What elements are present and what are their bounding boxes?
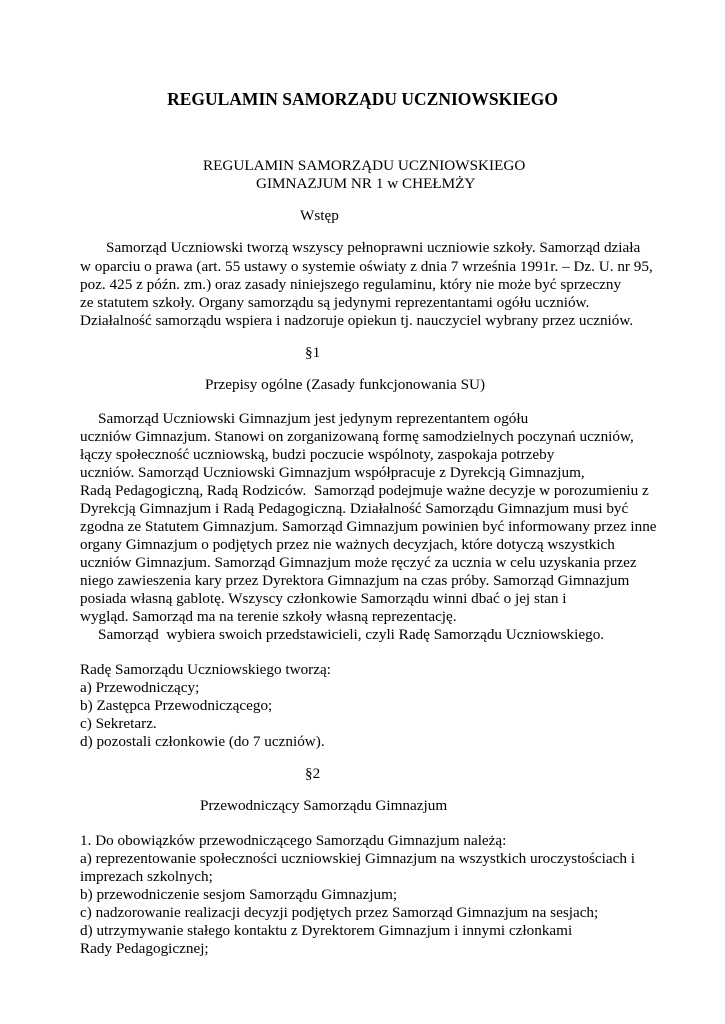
section-1-title: Przepisy ogólne (Zasady funkcjonowania SU) (205, 376, 486, 393)
section-2-line: d) utrzymywanie stałego kontaktu z Dyrektorem Gimnazjum i innymi członkami (80, 922, 573, 939)
section-1-line: Samorząd wybiera swoich przedstawicieli, czyli Radę Samorządu Uczniowskiego. (98, 626, 605, 643)
intro-line: ze statutem szkoły. Organy samorządu są jedynymi reprezentantami ogółu uczniów. (80, 294, 590, 311)
section-1-number: §1 (305, 344, 321, 361)
section-1-line: Dyrekcją Gimnazjum i Radą Pedagogiczną. Działalność Samorządu Gimnazjum musi być (80, 500, 629, 517)
section-1-line: niego zawieszenia kary przez Dyrektora Gimnazjum na czas próby. Samorząd Gimnazjum (80, 572, 630, 589)
section-2-title: Przewodniczący Samorządu Gimnazjum (200, 797, 448, 814)
section-2-line: c) nadzorowanie realizacji decyzji podjętych przez Samorząd Gimnazjum na sesjach; (80, 904, 599, 921)
intro-heading: Wstęp (300, 207, 339, 224)
subtitle-line-1: REGULAMIN SAMORZĄDU UCZNIOWSKIEGO (203, 157, 526, 174)
council-item: c) Sekretarz. (80, 715, 157, 732)
section-2-line: Rady Pedagogicznej; (80, 940, 209, 957)
section-2-line: b) przewodniczenie sesjom Samorządu Gimnazjum; (80, 886, 398, 903)
section-1-line: Radą Pedagogiczną, Radą Rodziców. Samorząd podejmuje ważne decyzje w porozumieniu z (80, 482, 649, 499)
section-1-line: uczniów Gimnazjum. Stanowi on zorganizowaną formę samodzielnych poczynań uczniów, (80, 428, 634, 445)
intro-line: Samorząd Uczniowski tworzą wszyscy pełnoprawni uczniowie szkoły. Samorząd działa (106, 239, 641, 256)
section-1-line: uczniów Gimnazjum. Samorząd Gimnazjum może ręczyć za ucznia w celu uzyskania przez (80, 554, 637, 571)
subtitle-line-2: GIMNAZJUM NR 1 w CHEŁMŻY (256, 175, 476, 192)
intro-line: poz. 425 z późn. zm.) oraz zasady niniejszego regulaminu, który nie może być sprzeczny (80, 276, 622, 293)
section-1-line: zgodna ze Statutem Gimnazjum. Samorząd Gimnazjum powinien być informowany przez inne (80, 518, 657, 535)
section-2-line: 1. Do obowiązków przewodniczącego Samorządu Gimnazjum należą: (80, 832, 507, 849)
council-heading: Radę Samorządu Uczniowskiego tworzą: (80, 661, 331, 678)
document-title: REGULAMIN SAMORZĄDU UCZNIOWSKIEGO (167, 89, 558, 109)
section-1-line: wygląd. Samorząd ma na terenie szkoły własną reprezentację. (80, 608, 457, 625)
section-1-line: Samorząd Uczniowski Gimnazjum jest jedynym reprezentantem ogółu (98, 410, 529, 427)
council-item: b) Zastępca Przewodniczącego; (80, 697, 273, 714)
section-2-line: a) reprezentowanie społeczności uczniowskiej Gimnazjum na wszystkich uroczystościach i (80, 850, 635, 867)
intro-line: w oparciu o prawa (art. 55 ustawy o systemie oświaty z dnia 7 września 1991r. – Dz. U. nr 95, (80, 258, 653, 275)
section-1-line: uczniów. Samorząd Uczniowski Gimnazjum współpracuje z Dyrekcją Gimnazjum, (80, 464, 585, 481)
section-1-line: posiada własną gablotę. Wszyscy członkowie Samorządu winni dbać o jej stan i (80, 590, 567, 607)
section-1-line: łączy społeczność uczniowską, budzi poczucie wspólnoty, zaspokaja potrzeby (80, 446, 555, 463)
section-1-line: organy Gimnazjum o podjętych przez nie ważnych decyzjach, które dotyczą wszystkich (80, 536, 615, 553)
intro-line: Działalność samorządu wspiera i nadzoruje opiekun tj. nauczyciel wybrany przez uczniów. (80, 312, 634, 329)
council-item: d) pozostali członkowie (do 7 uczniów). (80, 733, 325, 750)
council-item: a) Przewodniczący; (80, 679, 200, 696)
section-2-number: §2 (305, 765, 321, 782)
section-2-line: imprezach szkolnych; (80, 868, 213, 885)
